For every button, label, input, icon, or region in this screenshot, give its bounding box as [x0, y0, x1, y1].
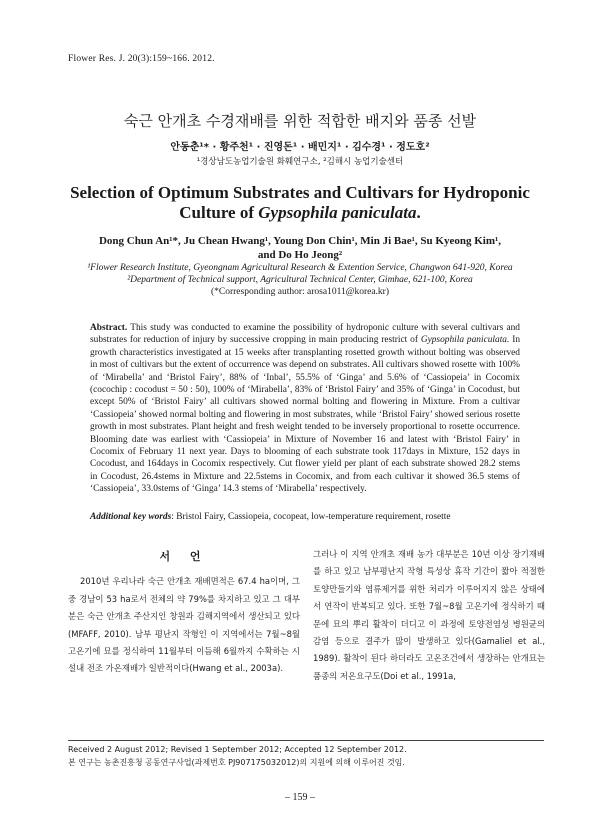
english-title	[0, 183, 600, 223]
funding-note: 본 연구는 농촌진흥청 공동연구사업(과제번호 PJ907175032012)의 지원에 의해 이루어진 것임.	[68, 758, 405, 767]
affiliation-2: ²Department of Technical support, Agricultural Technical Center, Gimhae, 621-100, Korea	[127, 275, 473, 285]
journal-reference: Flower Res. J. 20(3):159~166. 2012.	[68, 54, 215, 64]
received-dates: Received 2 August 2012; Revised 1 September 2012; Accepted 12 September 2012.	[68, 745, 407, 754]
korean-authors: 안동춘¹* · 황주천¹ · 진영돈¹ · 배민지¹ · 김수경¹ · 정도호²	[170, 142, 430, 153]
english-authors-line1: Dong Chun An¹*, Ju Chean Hwang¹, Young Don Chin¹, Min Ji Bae¹, Su Kyeong Kim¹,	[98, 235, 502, 247]
footnotes	[68, 743, 548, 769]
footnote-divider	[68, 740, 544, 741]
english-title-line1: Selection of Optimum Substrates and Cultivars for Hydroponic	[70, 183, 530, 202]
english-authors	[0, 234, 600, 262]
right-column	[313, 546, 545, 685]
english-authors-line2: and Do Ho Jeong²	[257, 249, 343, 261]
keywords-text: : Bristol Fairy, Cassiopeia, cocopeat, low-temperature requirement, rosette	[171, 512, 451, 522]
korean-title: 숙근 안개초 수경재배를 위한 적합한 배지와 품종 선발	[123, 112, 477, 130]
affiliation-1: ¹Flower Research Institute, Gyeongnam Agricultural Research & Extention Service, Changwon 641-920, Korea	[87, 263, 513, 273]
section-heading-introduction: 서 언	[159, 550, 209, 563]
intro-paragraph-right: 그러나 이 지역 안개초 재배 농가 대부분은 10년 이상 장기재배를 하고 있고 남부평난지 작형 특성상 휴작 기간이 짧아 적절한 토양만들기와 염류제거를 위한 처리가 이루어지지 않은 상태에서 연작이 반복되고 있다. 또한 7월~8월 고온기에 정식하기 때문에 묘의 뿌리 활착이 더디고 이 과정에 토양전염성 병원균의 감염 등으로 결주가 많이 발생하고 있다(Gamaliel et al., 1989). 활착이 된다 하더라도 고온조건에서 생장하는 안개묘는 품종의 저온요구도(Doi et al., 1991a,	[313, 549, 545, 681]
english-affiliations	[0, 262, 600, 298]
keywords	[90, 512, 520, 522]
korean-affiliation: ¹경상남도농업기술원 화훼연구소, ²김해시 농업기술센터	[196, 157, 404, 167]
title-suffix: .	[416, 203, 421, 222]
page-number: – 159 –	[285, 792, 315, 803]
title-species: Gypsophila paniculata	[258, 203, 417, 222]
abstract	[90, 322, 520, 496]
abstract-text-part2: In growth characteristics investigated at 15 weeks after transplanting rosetted growth without bolting was observed in most of cultivars but the extent of occurrence was depend on substrates. All cultivars showed rosette with 100% of ‘Mirabella’ and ‘Bristol Fairy’, 88% of ‘Inbal’, 55.5% of ‘Ginga’ and 5.6% of ‘Cassiopeia’ in Cocomix (cocochip : cocodust = 50 : 50), 100% of ‘Mirabella’, 83% of ‘Bristol Fairy’ and 35% of ‘Ginga’ in Cocodust, but except 50% of ‘Bristol Fairy’ all cultivars showed normal bolting and flowering in Mixture. From a cultivar ‘Cassiopeia’ showed normal bolting and flowering in most substrates, while ‘Bristol Fairy’ showed serious rosette growth in most substrates. Plant height and fresh weight tended to be inversely proportional to rosette occurrence. Blooming date was earliest with ‘Cassiopeia’ in Mixture of November 16 and latest with ‘Bristol Fairy’ in Cocomix of February 11 next year. Days to blooming of each substrate took 117days in Mixture, 152 days in Cocodust, and 164days in Cocomix respectively. Cut flower yield per plant of each substrate showed 28.2 stems in Cocodust, 26.4stems in Mixture and 22.5stems in Cocomix, and from each cultivar it showed 36.5 stems of ‘Cassiopeia’, 33.0stems of ‘Ginga’ 14.3 stems of ‘Mirabella’ respectively.	[90, 335, 521, 495]
abstract-species: Gypsophila paniculata.	[420, 335, 510, 346]
left-column	[68, 544, 300, 678]
intro-paragraph-left: 2010년 우리나라 숙근 안개초 재배면적은 67.4 ha이며, 그 중 경남이 53 ha로서 전체의 약 79%를 차지하고 있고 그 대부분은 숙근 안개초 주산지인 창원과 김해지역에서 생산되고 있다(MFAFF, 2010). 남부 평난지 작형인 이 지역에서는 7월~8월 고온기에 묘를 정식하여 11월부터 이듬해 6월까지 수확하는 시설내 전조 가온재배가 일반적이다(Hwang et al., 2003a).	[68, 576, 300, 674]
abstract-text-part1: This study was conducted to examine the possibility of hydroponic culture with several cultivars and substrates for reduction of injury by successive cropping in main producing restrict of	[90, 323, 520, 346]
title-prefix: Culture of	[179, 203, 259, 222]
english-title-line2	[0, 203, 600, 223]
keywords-label: Additional key words	[90, 512, 172, 522]
abstract-label: Abstract.	[90, 323, 128, 333]
corresponding-author: (*Corresponding author: arosa1011@korea.kr)	[210, 287, 390, 297]
